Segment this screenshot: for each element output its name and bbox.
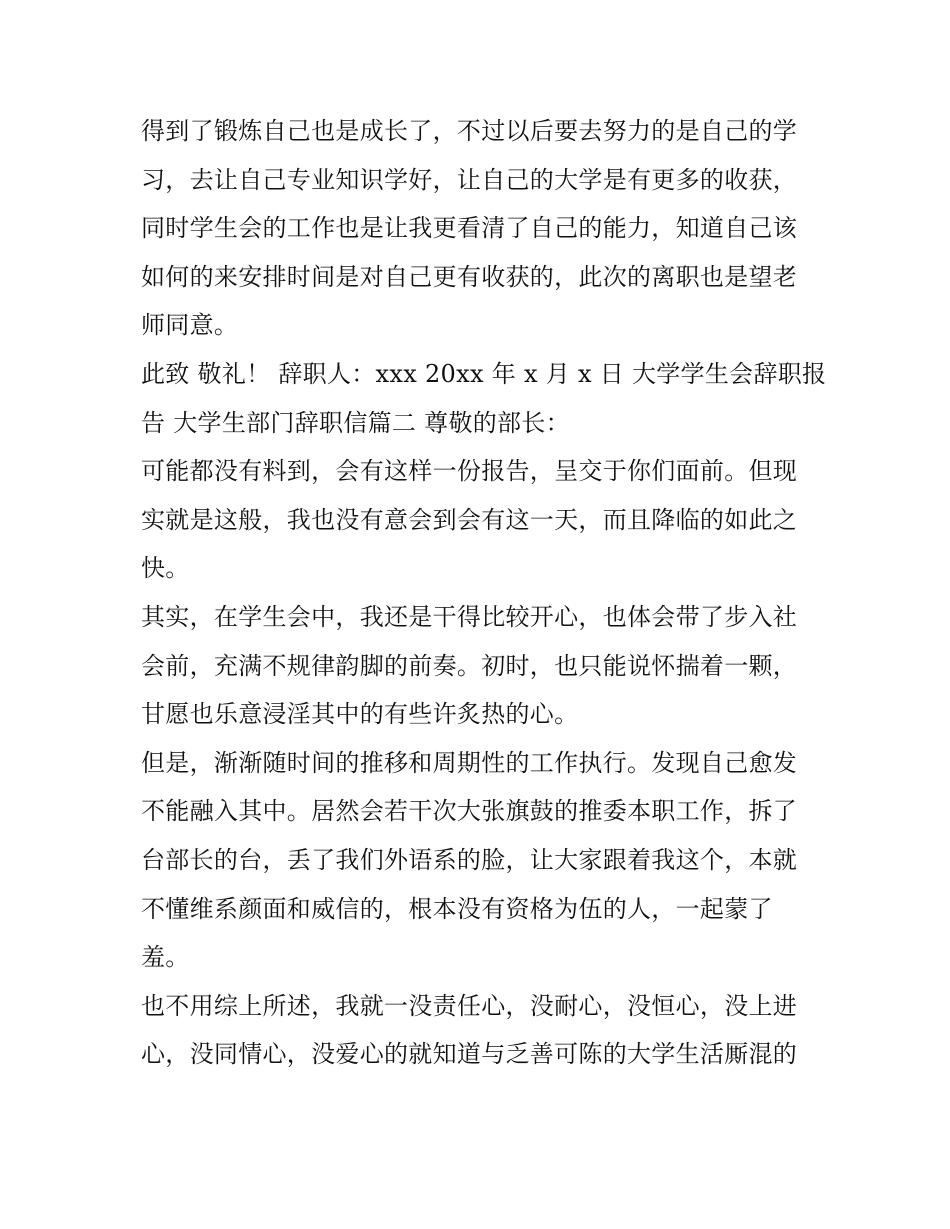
paragraph-4 (141, 593, 813, 739)
text-line: 师同意。 (141, 311, 239, 340)
text-line: 如何的来安排时间是对自己更有收获的，此次的离职也是望老 (141, 262, 798, 291)
text-line: 快。 (141, 554, 190, 583)
text-line: 会前，充满不规律韵脚的前奏。初时，也只能说怀揣着一颗， (141, 651, 798, 680)
text-line: 心，没同情心，没爱心的就知道与乏善可陈的大学生活厮混的 (141, 1040, 798, 1069)
text-line: 习，去让自己专业知识学好，让自己的大学是有更多的收获， (141, 165, 798, 194)
text-line: 甘愿也乐意浸淫其中的有些许炙热的心。 (141, 700, 579, 729)
text-line: 不懂维系颜面和威信的，根本没有资格为伍的人，一起蒙了 (141, 894, 773, 923)
paragraph-1 (141, 107, 813, 350)
text-line: 羞。 (141, 943, 190, 972)
text-line: 可能都没有料到，会有这样一份报告，呈交于你们面前。但现 (141, 457, 798, 486)
text-line: 台部长的台，丢了我们外语系的脸，让大家跟着我这个，本就 (141, 845, 798, 874)
text-line: 其实，在学生会中，我还是干得比较开心，也体会带了步入社 (141, 602, 798, 631)
text-line: 同时学生会的工作也是让我更看清了自己的能力，知道自己该 (141, 214, 798, 243)
text-line: 得到了锻炼自己也是成长了，不过以后要去努力的是自己的学 (141, 117, 798, 145)
text-line: 实就是这般，我也没有意会到会有这一天，而且降临的如此之 (141, 505, 798, 534)
text-line: 不能融入其中。居然会若干次大张旗鼓的推委本职工作，拆了 (141, 797, 798, 826)
paragraph-3 (141, 447, 813, 593)
text-line: 告 大学生部门辞职信篇二 尊敬的部长： (141, 408, 570, 437)
paragraph-5 (141, 739, 813, 982)
text-line: 但是，渐渐随时间的推移和周期性的工作执行。发现自己愈发 (141, 748, 798, 777)
paragraph-2 (141, 350, 827, 447)
document-body (141, 107, 827, 1079)
text-line: 此致 敬礼！ 辞职人：xxx 20xx 年 x 月 x 日 大学学生会辞职报 (141, 359, 827, 388)
paragraph-6 (141, 982, 813, 1079)
text-line: 也不用综上所述，我就一没责任心，没耐心，没恒心，没上进 (141, 991, 798, 1020)
